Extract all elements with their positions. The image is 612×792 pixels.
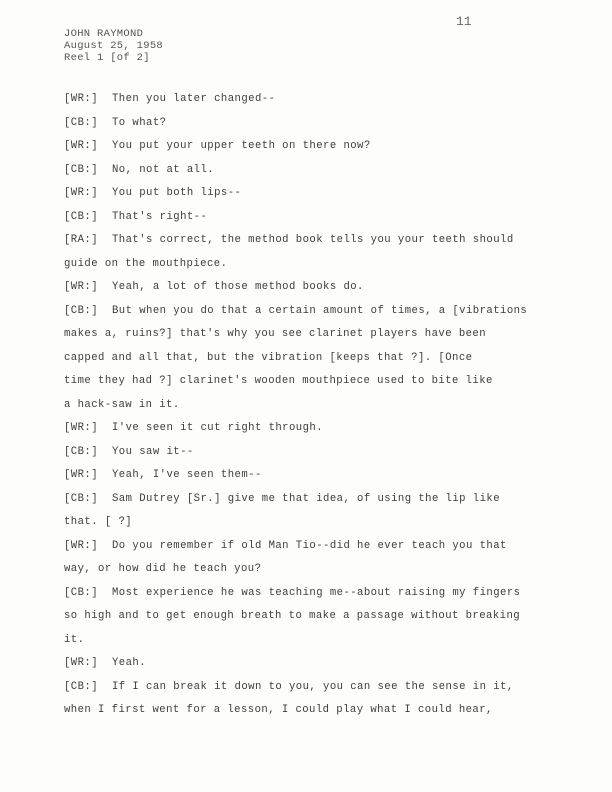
speaker-tag: [CB:] (64, 586, 99, 599)
transcript-turn (64, 417, 564, 441)
transcript-turn (64, 206, 564, 230)
spoken-text: way, or how did he teach you? (64, 563, 262, 575)
spoken-text: Most experience he was teaching me--about raising my fingers (112, 586, 521, 599)
spoken-text: You put your upper teeth on there now? (112, 140, 371, 152)
spoken-text: so high and to get enough breath to make a passage without breaking (64, 610, 521, 622)
transcript-continuation-line (64, 699, 564, 723)
speaker-tag: [CB:] (64, 304, 99, 317)
header-reel: Reel 1 [of 2] (64, 52, 150, 64)
speaker-tag: [WR:] (64, 469, 99, 481)
transcript-continuation-line (64, 605, 564, 629)
spoken-text: Yeah, I've seen them-- (112, 469, 262, 481)
transcript-turn (64, 582, 564, 606)
transcript-continuation-line (64, 370, 564, 394)
transcript-continuation-line (64, 394, 564, 418)
spoken-text: a hack-saw in it. (64, 398, 180, 411)
spoken-text: But when you do that a certain amount of times, a [vibrations (112, 304, 528, 317)
transcript-turn (64, 488, 564, 512)
speaker-tag: [WR:] (64, 140, 99, 152)
spoken-text: makes a, ruins?] that's why you see clarinet players have been (64, 328, 487, 340)
transcript-continuation-line (64, 511, 564, 535)
spoken-text: That's correct, the method book tells you your teeth should (112, 234, 514, 246)
speaker-tag: [WR:] (64, 281, 99, 293)
spoken-text: Sam Dutrey [Sr.] give me that idea, of using the lip like (112, 492, 501, 505)
spoken-text: If I can break it down to you, you can see the sense in it, (112, 680, 514, 693)
transcript-turn (64, 229, 564, 253)
transcript-turn (64, 182, 564, 206)
speaker-tag: [CB:] (64, 163, 99, 176)
spoken-text: guide on the mouthpiece. (64, 257, 228, 270)
transcript-turn (64, 441, 564, 465)
spoken-text: To what? (112, 116, 167, 129)
speaker-tag: [WR:] (64, 422, 99, 434)
speaker-tag: [CB:] (64, 492, 99, 505)
transcript-turn (64, 112, 564, 136)
transcript-turn (64, 300, 564, 324)
speaker-tag: [WR:] (64, 657, 99, 669)
page-number: 11 (456, 14, 472, 29)
transcript-turn (64, 535, 564, 559)
spoken-text: You put both lips-- (112, 187, 242, 199)
spoken-text: capped and all that, but the vibration [keeps that ?]. [Once (64, 351, 473, 364)
transcript-continuation-line (64, 347, 564, 371)
spoken-text: You saw it-- (112, 445, 194, 458)
speaker-tag: [WR:] (64, 539, 99, 552)
speaker-tag: [CB:] (64, 210, 99, 223)
transcript-continuation-line (64, 558, 564, 582)
transcript-turn (64, 88, 564, 112)
header-date: August 25, 1958 (64, 40, 164, 52)
transcript-turn (64, 276, 564, 300)
spoken-text: it. (64, 633, 85, 646)
transcript-body (64, 88, 564, 723)
speaker-tag: [RA:] (64, 234, 99, 246)
spoken-text: Do you remember if old Man Tio--did he ever teach you that (112, 539, 507, 552)
spoken-text: time they had ?] clarinet's wooden mouthpiece used to bite like (64, 375, 493, 387)
transcript-turn (64, 464, 564, 488)
document-header (64, 28, 163, 64)
spoken-text: that. [ ?] (64, 516, 133, 528)
spoken-text: That's right-- (112, 210, 208, 223)
transcript-turn (64, 676, 564, 700)
spoken-text: Then you later changed-- (112, 93, 276, 105)
transcript-turn (64, 652, 564, 676)
spoken-text: Yeah. (112, 657, 147, 669)
transcript-continuation-line (64, 323, 564, 347)
transcript-turn (64, 135, 564, 159)
speaker-tag: [WR:] (64, 93, 99, 105)
transcript-turn (64, 159, 564, 183)
speaker-tag: [WR:] (64, 187, 99, 199)
speaker-tag: [CB:] (64, 445, 99, 458)
transcript-continuation-line (64, 253, 564, 277)
spoken-text: I've seen it cut right through. (112, 422, 324, 434)
speaker-tag: [CB:] (64, 680, 99, 693)
spoken-text: when I first went for a lesson, I could play what I could hear, (64, 704, 493, 716)
spoken-text: No, not at all. (112, 163, 215, 176)
spoken-text: Yeah, a lot of those method books do. (112, 281, 364, 293)
transcript-continuation-line (64, 629, 564, 653)
header-name: JOHN RAYMOND (64, 28, 144, 40)
speaker-tag: [CB:] (64, 116, 99, 129)
